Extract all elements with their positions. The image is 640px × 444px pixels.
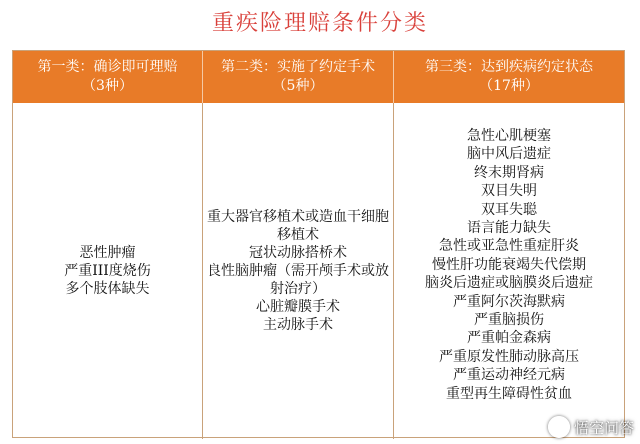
body-cell-category-2 — [203, 103, 394, 439]
header-cell-category-2 — [203, 51, 394, 103]
watermark — [548, 416, 634, 438]
condition-item: 严重脑损伤 — [474, 312, 544, 329]
body-cell-category-3 — [394, 103, 624, 439]
condition-item: 严重帕金森病 — [467, 330, 551, 347]
surgery-item: 射治疗） — [270, 281, 326, 297]
surgery-item: 冠状动脉搭桥术 — [249, 245, 347, 261]
disease-item: 多个肢体缺失 — [65, 281, 150, 297]
surgery-item: 良性脑肿瘤（需开颅手术或放 — [207, 263, 389, 279]
condition-item: 严重原发性肺动脉高压 — [439, 348, 579, 365]
disease-item: 恶性肿瘤 — [79, 245, 136, 261]
surgery-item: 重大器官移植术或造血干细胞 — [207, 209, 389, 225]
condition-item: 重型再生障碍性贫血 — [446, 385, 572, 402]
condition-item: 语言能力缺失 — [467, 220, 551, 237]
condition-item: 急性心肌梗塞 — [467, 128, 551, 144]
claims-table — [12, 50, 625, 438]
header-title: 第三类：达到疾病约定状态 — [425, 59, 593, 75]
condition-item: 双目失明 — [481, 183, 537, 200]
condition-item: 脑炎后遗症或脑膜炎后遗症 — [425, 275, 593, 292]
body-cell-category-1 — [13, 103, 203, 439]
header-title: 第一类：确诊即可理赔 — [37, 59, 178, 75]
condition-item: 急性或亚急性重症肝炎 — [439, 238, 579, 255]
condition-item: 终末期肾病 — [474, 164, 544, 181]
condition-item: 双耳失聪 — [481, 201, 537, 218]
table-body-row — [13, 103, 624, 439]
condition-item: 脑中风后遗症 — [467, 146, 551, 163]
header-count: （17种） — [479, 78, 539, 94]
header-count: （3种） — [82, 78, 133, 94]
disease-item: 严重III度烧伤 — [64, 263, 151, 279]
condition-item: 严重阿尔茨海默病 — [453, 293, 565, 310]
condition-item: 慢性肝功能衰竭失代偿期 — [432, 256, 586, 273]
condition-item: 严重运动神经元病 — [453, 367, 565, 384]
page-title: 重疾险理赔条件分类 — [211, 11, 428, 36]
surgery-item: 移植术 — [277, 227, 319, 243]
header-cell-category-3 — [394, 51, 624, 103]
wukong-logo-icon — [548, 416, 570, 438]
table-header-row — [13, 51, 624, 103]
surgery-item: 心脏瓣膜手术 — [256, 299, 340, 315]
header-count: （5种） — [272, 78, 324, 94]
header-cell-category-1 — [13, 51, 203, 103]
surgery-item: 主动脉手术 — [263, 317, 333, 333]
watermark-text: 悟空问答 — [573, 418, 634, 437]
header-title: 第二类：实施了约定手术 — [221, 59, 375, 75]
